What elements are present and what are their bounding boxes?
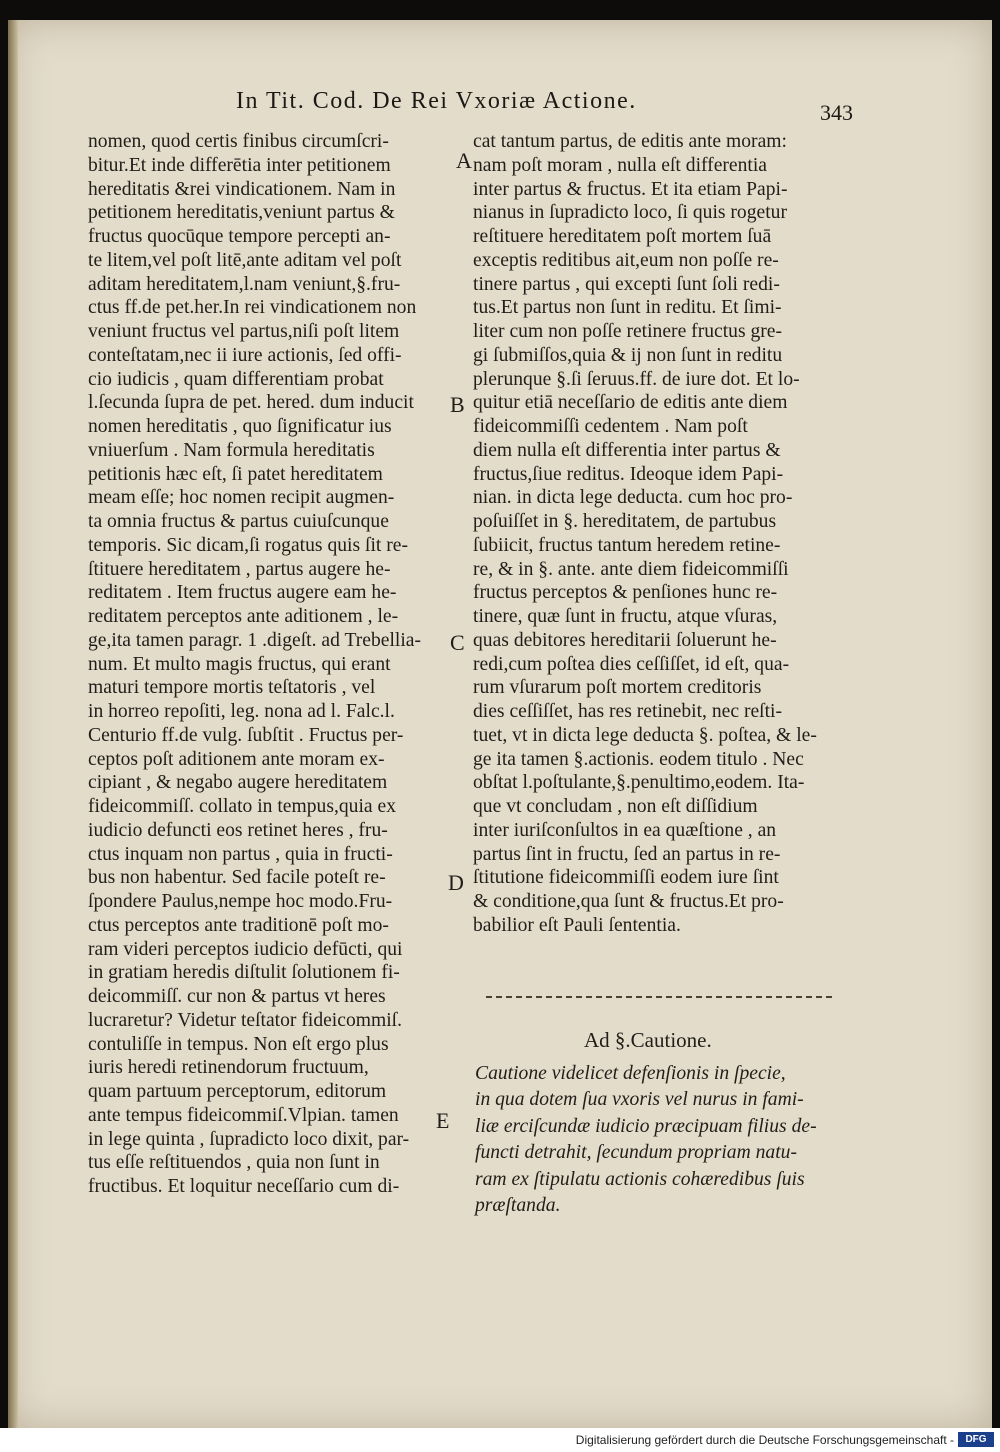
text-line: petitionis hæc eſt, ſi patet hereditatem [88, 463, 383, 485]
page-edge-shadow [8, 20, 18, 1428]
text-line: gi ſubmiſſos,quia & ij non ſunt in reditu [473, 344, 783, 366]
text-line: fructus perceptos & penſiones hunc re- [473, 582, 778, 604]
margin-letter-c: C [450, 630, 465, 655]
text-line: veniunt fructus vel partus,niſi poſt litem [88, 321, 400, 342]
text-line: liter cum non poſſe retinere fructus gre- [473, 321, 783, 342]
text-line: fideicommiſſ. collato in tempus,quia ex [88, 796, 396, 817]
text-line: reditatem perceptos ante aditionem , le- [88, 606, 399, 627]
text-line: bus non habentur. Sed facile poteſt re- [88, 867, 386, 889]
text-line: re, & in §. ante. ante diem fideicommiſſi [473, 558, 789, 580]
text-line: fructus quocūque tempore percepti an- [88, 226, 391, 247]
text-line: meam eſſe; hoc nomen recipit augmen- [88, 487, 395, 509]
text-line: dies ceſſiſſet, has res retinebit, nec reſti- [473, 701, 783, 722]
text-line: plerunque §.ſi ſeruus.ff. de iure dot. Et lo- [473, 368, 800, 390]
text-line: poſuiſſet in §. hereditatem, de partubus [473, 511, 777, 532]
section-divider-rule [486, 996, 832, 998]
text-line: cipiant , & negabo augere hereditatem [88, 772, 388, 794]
text-line: nianus in ſupradicto loco, ſi quis rogetur [473, 202, 787, 224]
text-line: ctus perceptos ante traditionē poſt mo- [88, 914, 389, 936]
section-heading: Ad §.Cautione. [584, 1028, 712, 1052]
text-line: nomen hereditatis , quo ſignificatur ius [88, 416, 392, 437]
italic-text-line: in qua dotem ſua vxoris vel nurus in fami- [475, 1089, 804, 1111]
text-line: ta omnia fructus & partus cuiuſcunque [88, 511, 389, 532]
text-line: lucraretur? Videtur teſtator fideicommiſ. [88, 1009, 403, 1031]
margin-letter-a: A [456, 148, 472, 173]
text-line: nomen, quod certis finibus circumſcri- [88, 131, 389, 152]
text-line: inter iuriſconſultos in ea quæſtione , an [473, 819, 777, 841]
text-line: tuet, vt in dicta lege deducta §. poſtea, & le- [473, 724, 817, 746]
text-line: ſubiicit, fructus tantum heredem retine- [473, 534, 781, 556]
text-line: nian. in dicta lege deducta. cum hoc pro- [473, 487, 793, 509]
text-line: ceptos poſt aditionem ante moram ex- [88, 748, 385, 770]
text-line: quas debitores hereditarii ſoluerunt he- [473, 629, 777, 651]
text-line: in horreo repoſiti, leg. nona ad l. Falc.l. [88, 701, 395, 722]
right-text-column [473, 130, 853, 938]
text-line: ge,ita tamen paragr. 1 .digeſt. ad Trebellia- [88, 629, 421, 651]
text-line: ctus ff.de pet.her.In rei vindicationem non [88, 297, 417, 319]
text-line: aditam hereditatem,l.nam veniunt,§.fru- [88, 273, 401, 295]
text-line: que vt concludam , non eſt diſſidium [473, 796, 758, 817]
text-line: & conditione,qua ſunt & fructus.Et pro- [473, 891, 784, 912]
text-line: quitur etiā neceſſario de editis ante diem [473, 392, 788, 414]
text-line: conteſtatam,nec ii iure actionis, ſed offi- [88, 344, 402, 366]
text-line: tinere partus , qui excepti ſunt ſoli redi- [473, 273, 780, 295]
text-line: fructus,ſiue reditus. Ideoque idem Papi- [473, 463, 784, 485]
text-line: bitur.Et inde differētia inter petitionem [88, 154, 391, 176]
text-line: fideicommiſſi cedentem . Nam poſt [473, 416, 748, 437]
text-line: diem nulla eſt differentia inter partus & [473, 439, 781, 461]
text-line: iudicio defuncti eos retinet heres , fru- [88, 819, 388, 841]
text-line: cat tantum partus, de editis ante moram: [473, 131, 787, 152]
text-line: tus.Et partus non ſunt in reditu. Et ſimi- [473, 297, 782, 319]
digitization-footer [0, 1428, 1000, 1452]
text-line: num. Et multo magis fructus, qui erant [88, 653, 391, 675]
dfg-logo-icon: DFG [958, 1432, 994, 1447]
text-line: exceptis reditibus ait,eum non poſſe re- [473, 249, 779, 271]
italic-text-line: præſtanda. [475, 1195, 561, 1217]
text-line: redi,cum poſtea dies ceſſiſſet, id eſt, qua- [473, 653, 790, 675]
text-line: iuris heredi retinendorum fructuum, [88, 1057, 369, 1079]
section-italic-text [475, 1061, 817, 1219]
text-line: in gratiam heredis diſtulit ſolutionem fi- [88, 962, 400, 984]
text-line: reſtituere hereditatem poſt mortem ſuā [473, 226, 772, 247]
text-line: babilior eſt Pauli ſententia. [473, 914, 681, 936]
text-line: ram videri perceptos iudicio defūcti, qui [88, 938, 403, 960]
left-text-column [88, 130, 444, 1199]
footer-credit-text: Digitalisierung gefördert durch die Deutsche Forschungsgemeinschaft - [575, 1433, 954, 1447]
text-line: cio iudicis , quam differentiam probat [88, 368, 384, 390]
text-line: ſtituere hereditatem , partus augere he- [88, 558, 391, 580]
text-line: Centurio ff.de vulg. ſubſtit . Fructus per- [88, 724, 404, 746]
italic-text-line: functi detrahit, ſecundum propriam natu- [475, 1142, 797, 1164]
text-line: inter partus & fructus. Et ita etiam Papi- [473, 178, 788, 200]
text-line: ſpondere Paulus,nempe hoc modo.Fru- [88, 891, 393, 912]
page-number: 343 [820, 100, 853, 125]
margin-letter-d: D [448, 870, 464, 895]
text-line: quam partuum perceptorum, editorum [88, 1081, 387, 1102]
text-line: nam poſt moram , nulla eſt differentia [473, 154, 768, 176]
running-head: In Tit. Cod. De Rei Vxoriæ Actione. [236, 88, 637, 114]
text-line: temporis. Sic dicam,ſi rogatus quis ſit re- [88, 534, 408, 556]
text-line: in lege quinta , ſupradicto loco dixit, par- [88, 1128, 410, 1150]
italic-text-line: liæ erciſcundæ iudicio præcipuam filius de- [475, 1115, 817, 1137]
text-line: hereditatis &rei vindicationem. Nam in [88, 178, 396, 200]
text-line: petitionem hereditatis,veniunt partus & [88, 202, 395, 224]
italic-text-line: Cautione videlicet defenſionis in ſpecie, [475, 1063, 786, 1084]
text-line: vniuerſum . Nam formula hereditatis [88, 439, 375, 461]
italic-text-line: ram ex ſtipulatu actionis cohæredibus ſuis [475, 1168, 805, 1190]
text-line: l.ſecunda ſupra de pet. hered. dum inducit [88, 392, 414, 414]
text-line: ante tempus fideicommiſ.Vlpian. tamen [88, 1104, 399, 1126]
text-line: tinere, quæ ſunt in fructu, atque vſuras, [473, 606, 778, 627]
text-line: deicommiſſ. cur non & partus vt heres [88, 986, 386, 1007]
text-line: tus eſſe reſtituendos , quia non ſunt in [88, 1152, 380, 1174]
text-line: maturi tempore mortis teſtatoris , vel [88, 677, 376, 699]
text-line: reditatem . Item fructus augere eam he- [88, 582, 397, 604]
margin-letter-e: E [436, 1108, 450, 1133]
text-line: contuliſſe in tempus. Non eſt ergo plus [88, 1033, 389, 1055]
text-line: te litem,vel poſt litē,ante aditam vel poſt [88, 249, 402, 271]
text-line: fructibus. Et loquitur neceſſario cum di- [88, 1176, 400, 1197]
text-line: ge ita tamen §.actionis. eodem titulo . Nec [473, 748, 804, 770]
text-line: ſtitutione fideicommiſſi eodem iure ſint [473, 867, 779, 889]
book-page [8, 20, 992, 1428]
text-line: ctus inquam non partus , quia in fructi- [88, 843, 393, 865]
text-line: obſtat l.poſtulante,§.penultimo,eodem. Ita- [473, 772, 805, 794]
margin-letter-b: B [450, 392, 465, 417]
text-line: rum vſurarum poſt mortem creditoris [473, 677, 762, 699]
text-line: partus ſint in fructu, ſed an partus in re- [473, 843, 781, 865]
